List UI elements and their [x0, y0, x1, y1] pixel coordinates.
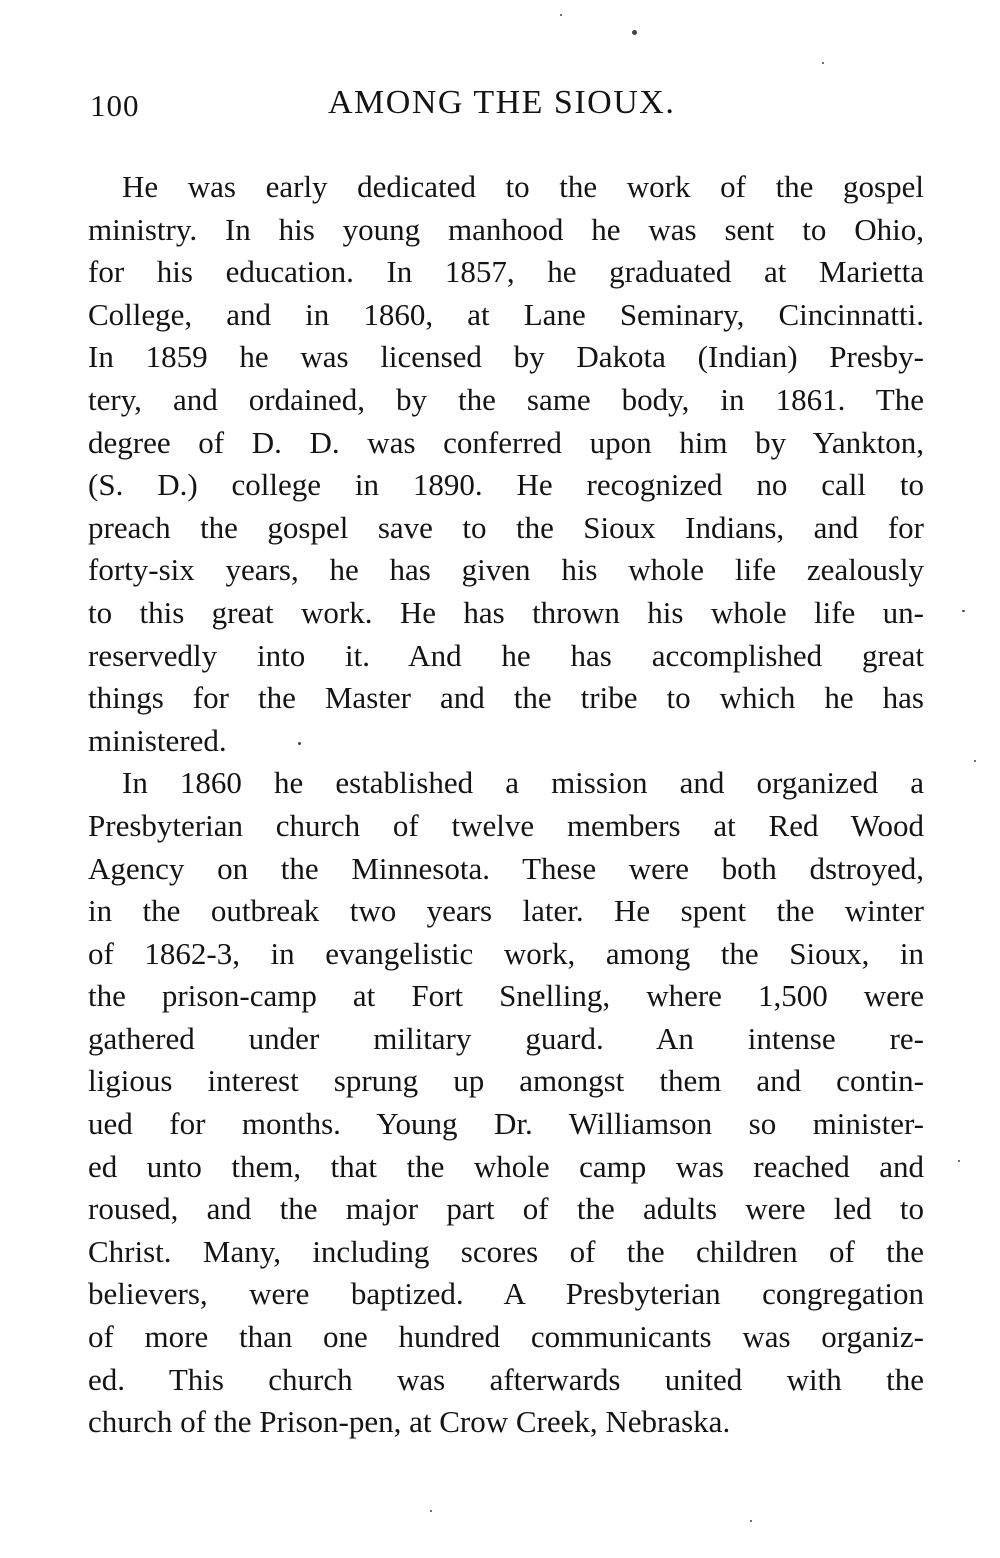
text-line: Christ. Many, including scores of the children of the	[88, 1233, 924, 1269]
text-line: He was early dedicated to the work of the gospel	[122, 169, 924, 204]
scan-speck	[750, 1520, 752, 1522]
text-line: church of the Prison-pen, at Crow Creek, Nebraska.	[88, 1404, 731, 1440]
text-line: ed. This church was afterwards united with the	[88, 1361, 924, 1397]
paragraph-1	[88, 166, 924, 762]
text-line: to this great work. He has thrown his whole life un-	[88, 594, 924, 630]
scan-speck	[822, 62, 824, 64]
text-line: for his education. In 1857, he graduated at Marietta	[88, 254, 924, 290]
text-line: Agency on the Minnesota. These were both dstroyed,	[88, 850, 924, 886]
page-number: 100	[90, 88, 140, 123]
body-text	[88, 166, 924, 1444]
scan-speck	[632, 30, 637, 35]
text-line: In 1860 he established a mission and organized a	[122, 765, 924, 801]
scan-speck	[298, 742, 301, 745]
text-line: preach the gospel save to the Sioux Indians, and for	[88, 509, 924, 545]
text-line: reservedly into it. And he has accomplished great	[88, 637, 924, 673]
text-line: roused, and the major part of the adults were led to	[88, 1191, 924, 1227]
text-line: in the outbreak two years later. He spent the winter	[88, 893, 924, 929]
text-line: ued for months. Young Dr. Williamson so minister-	[88, 1106, 924, 1142]
text-line: Presbyterian church of twelve members at Red Wood	[88, 807, 924, 843]
text-line: believers, were baptized. A Presbyterian congregation	[88, 1276, 924, 1312]
text-line: (S. D.) college in 1890. He recognized no call to	[88, 467, 924, 503]
scan-speck	[962, 610, 965, 612]
text-line: the prison-camp at Fort Snelling, where 1,500 were	[88, 978, 924, 1014]
scan-speck	[958, 1160, 960, 1162]
running-title: AMONG THE SIOUX.	[328, 84, 676, 121]
text-line: of more than one hundred communicants was organiz-	[88, 1319, 924, 1355]
scan-speck	[974, 760, 976, 762]
running-head	[88, 84, 908, 132]
scan-speck	[560, 14, 562, 16]
text-line: of 1862-3, in evangelistic work, among the Sioux, in	[88, 935, 924, 971]
scan-speck	[430, 1510, 432, 1512]
text-line: forty-six years, he has given his whole life zealously	[88, 552, 924, 588]
text-line: ministry. In his young manhood he was sent to Ohio,	[88, 211, 924, 247]
text-line: gathered under military guard. An intense re-	[88, 1020, 924, 1056]
text-line: ministered.	[88, 722, 227, 758]
text-line: College, and in 1860, at Lane Seminary, Cincinnatti.	[88, 296, 924, 332]
paragraph-2	[88, 762, 924, 1444]
text-line: things for the Master and the tribe to which he has	[88, 680, 924, 716]
text-line: tery, and ordained, by the same body, in 1861. The	[88, 381, 924, 417]
text-line: In 1859 he was licensed by Dakota (Indian) Presby-	[88, 339, 924, 375]
text-line: ligious interest sprung up amongst them and contin-	[88, 1063, 924, 1099]
text-line: degree of D. D. was conferred upon him by Yankton,	[88, 424, 924, 460]
text-line: ed unto them, that the whole camp was reached and	[88, 1148, 924, 1184]
